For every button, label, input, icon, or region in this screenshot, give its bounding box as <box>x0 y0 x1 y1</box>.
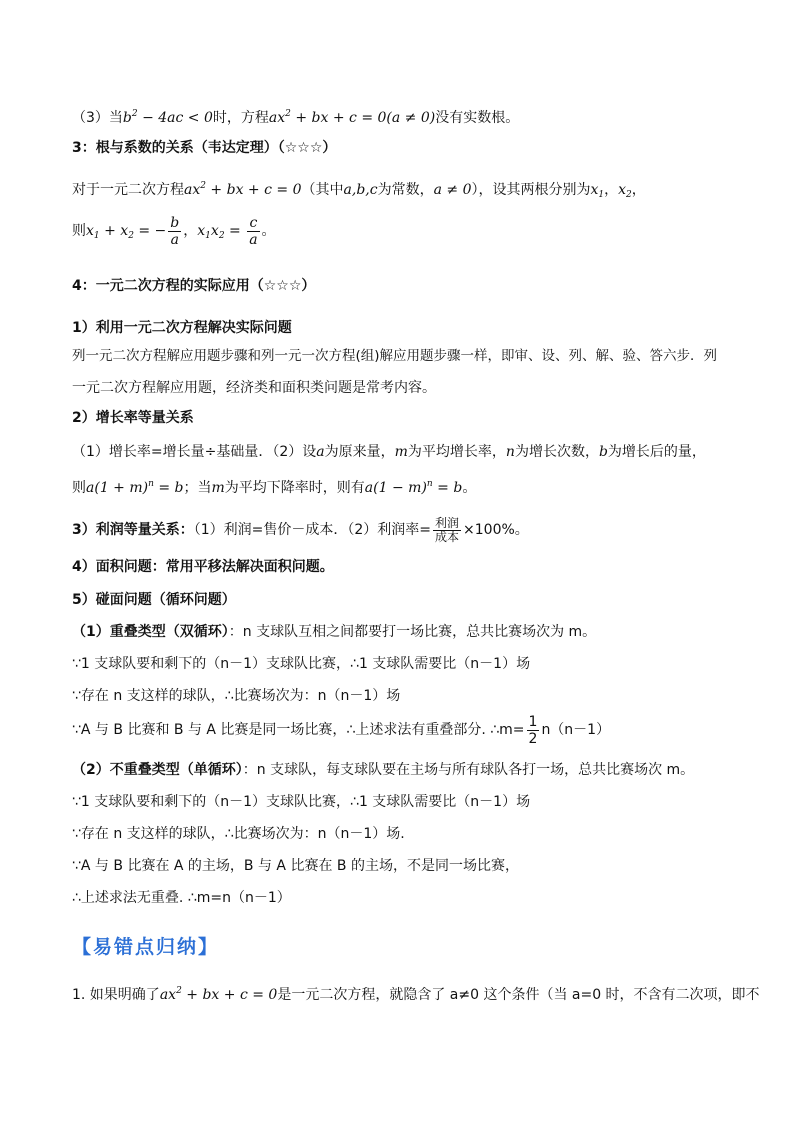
vieta-then: 则 <box>72 223 86 239</box>
non-overlap-line-4: ∵A 与 B 比赛在 A 的主场，B 与 A 比赛在 B 的主场，不是同一场比赛， <box>72 858 519 874</box>
c-over-a: $\frac{c}{a}$ <box>249 214 258 248</box>
vieta-text-3: 为常数， <box>377 182 434 198</box>
subsection-3-title: 3）利润等量关系： <box>72 522 194 538</box>
vieta-text-2: （其中 <box>301 182 344 198</box>
sum-of-roots: $x_1 + x_2$ = − <box>86 223 167 241</box>
overlap-type-line <box>72 622 596 642</box>
root-x2: $x_2$ <box>618 182 632 200</box>
subsection-1-line-2: 一元二次方程解应用题，经济类和面积类问题是常考内容。 <box>72 380 436 396</box>
case-3-line <box>72 108 519 128</box>
decline-formula: $a(1 - m)^n = b$ <box>364 479 463 496</box>
case-3-prefix: （3）当 <box>72 110 123 126</box>
growth-formula: $a(1 + m)^n = b$ <box>86 479 184 496</box>
subsection-4-title: 4）面积问题：常用平移法解决面积问题。 <box>72 559 334 575</box>
vieta-intro-line <box>72 180 646 200</box>
case-3-mid: 时，方程 <box>212 110 269 126</box>
vieta-formula-line <box>72 213 276 249</box>
non-overlap-type-title: （2）不重叠类型（单循环） <box>72 762 243 778</box>
profit-line <box>72 515 529 545</box>
profit-rate-fraction <box>433 517 461 544</box>
vieta-end: 。 <box>261 223 276 239</box>
overlap-line-2: ∵1 支球队要和剩下的（n－1）支球队比赛，∴1 支球队需要比（n－1）场 <box>72 656 531 672</box>
growth-text-4: 为增长次数， <box>514 444 599 460</box>
quadratic-equation-formula: $ax^2$ + bx + c = 0(a ≠ 0) <box>268 109 436 126</box>
non-overlap-type-line <box>72 760 694 780</box>
vieta-equation: $ax^2$ + bx + c = 0 <box>184 181 302 198</box>
overlap-text-4: ∵A 与 B 比赛和 B 与 A 比赛是同一场比赛，∴上述求法有重叠部分. ∴m= <box>72 722 525 738</box>
vieta-a-nonzero: a ≠ 0 <box>433 182 472 198</box>
profit-denominator: 成本 <box>435 529 460 544</box>
profit-numerator: 利润 <box>435 515 460 530</box>
half-denominator: 2 <box>528 730 538 747</box>
growth-text-5: 为增长后的量， <box>607 444 706 460</box>
growth-text-1: （1）增长率=增长量÷基础量．（2）设 <box>72 444 317 460</box>
profit-text-1: （1）利润=售价－成本．（2）利润率= <box>193 522 432 538</box>
one-half-fraction <box>527 714 540 747</box>
subsection-5-title: 5）碰面问题（循环问题） <box>72 592 236 608</box>
profit-text-2: ×100%。 <box>463 522 529 538</box>
growth-text-3: 为平均增长率， <box>407 444 506 460</box>
error-points-heading: 【易错点归纳】 <box>72 936 220 958</box>
vieta-text-5: ， <box>604 182 619 198</box>
error-item-1-text-a: 1. 如果明确了 <box>72 987 160 1003</box>
growth-text-8: 为平均下降率时，则有 <box>224 480 365 496</box>
subsection-1-title: 1）利用一元二次方程解决实际问题 <box>72 320 292 336</box>
subsection-1-line-1: 列一元二次方程解应用题步骤和列一元一次方程(组)解应用题步骤一样，即审、设、列、解、验、答六步．列 <box>72 348 718 364</box>
vieta-coefficients: a,b,c <box>343 182 378 198</box>
vieta-text-6: ， <box>631 182 646 198</box>
vieta-text-1: 对于一元二次方程 <box>72 182 184 198</box>
overlap-text-1: ：n 支球队互相之间都要打一场比赛，总共比赛场次为 m。 <box>228 624 597 640</box>
growth-end: 。 <box>462 480 477 496</box>
section-3-title: 3：根与系数的关系（韦达定理）（☆☆☆） <box>72 140 337 156</box>
var-m: m <box>394 444 408 460</box>
section-4-title: 4：一元二次方程的实际应用（☆☆☆） <box>72 278 316 294</box>
var-n: n <box>505 444 515 460</box>
product-of-roots: $x_1x_2$ = <box>197 223 246 241</box>
discriminant-formula: $b^2 - 4ac < 0$ <box>122 109 213 126</box>
overlap-type-title: （1）重叠类型（双循环） <box>72 624 229 640</box>
minus-b-over-a: $\frac{b}{a}$ <box>170 214 180 248</box>
root-x1: $x_1$ <box>590 182 605 200</box>
non-overlap-line-2: ∵1 支球队要和剩下的（n－1）支球队比赛，∴1 支球队需要比（n－1）场 <box>72 794 531 810</box>
var-a: a <box>316 444 325 460</box>
non-overlap-line-5: ∴上述求法无重叠. ∴m=n（n－1） <box>72 890 291 906</box>
var-b: b <box>598 444 608 460</box>
error-item-1-equation: $ax^2$ + bx + c = 0 <box>159 986 278 1003</box>
growth-rate-line <box>72 442 706 462</box>
error-item-1-text-b: 是一元二次方程，就隐含了 a≠0 这个条件（当 a=0 时，不含有二次项，即不 <box>277 987 760 1003</box>
subsection-2-title: 2）增长率等量关系 <box>72 410 194 426</box>
growth-text-2: 为原来量， <box>324 444 395 460</box>
half-numerator: 1 <box>528 713 538 730</box>
overlap-text-4-end: n（n－1） <box>541 722 611 738</box>
non-overlap-text-1: ：n 支球队，每支球队要在主场与所有球队各打一场，总共比赛场次 m。 <box>242 762 695 778</box>
growth-text-7: ；当 <box>183 480 212 496</box>
non-overlap-line-3: ∵存在 n 支这样的球队，∴比赛场次为：n（n－1）场. <box>72 826 405 842</box>
var-m-2: m <box>211 480 225 496</box>
overlap-line-4 <box>72 712 610 748</box>
growth-formula-line <box>72 478 476 498</box>
vieta-text-4: ），设其两根分别为 <box>471 182 591 198</box>
growth-then: 则 <box>72 480 86 496</box>
overlap-line-3: ∵存在 n 支这样的球队，∴比赛场次为：n（n－1）场 <box>72 688 401 704</box>
vieta-comma: ， <box>183 223 198 239</box>
error-item-1 <box>72 985 760 1005</box>
case-3-suffix: 没有实数根。 <box>435 110 520 126</box>
